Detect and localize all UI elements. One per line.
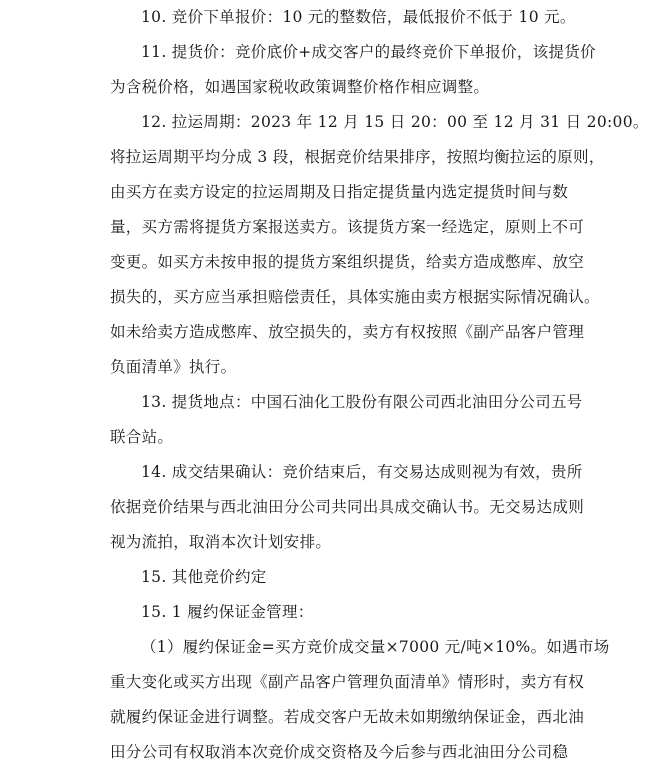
paragraph-15-1 <box>110 595 553 630</box>
text-line: 12. 拉运周期：2023 年 12 月 15 日 20：00 至 12 月 31 日 20:00。 <box>141 113 649 131</box>
paragraph-13 <box>110 385 583 455</box>
text-line: 10. 竞价下单报价：10 元的整数倍，最低报价不低于 10 元。 <box>141 8 576 26</box>
paragraph-14 <box>110 455 585 560</box>
text-line: 重大变化或买方出现《副产品客户管理负面清单》情形时，卖方有权 <box>110 673 585 691</box>
text-line: 损失的，买方应当承担赔偿责任，具体实施由卖方根据实际情况确认。 <box>110 288 600 306</box>
text-line: 15. 其他竞价约定 <box>141 568 267 586</box>
text-line: 田分公司有权取消本次竞价成交资格及今后参与西北油田分公司稳 <box>110 743 569 761</box>
text-line: 15. 1 履约保证金管理： <box>141 603 314 621</box>
paragraph-10 <box>110 0 576 35</box>
text-line: 13. 提货地点：中国石油化工股份有限公司西北油田分公司五号 <box>141 393 583 411</box>
text-line: 依据竞价结果与西北油田分公司共同出具成交确认书。无交易达成则 <box>110 498 585 516</box>
paragraph-15-1-1 <box>110 630 610 770</box>
text-line: （1）履约保证金=买方竞价成交量×7000 元/吨×10%。如遇市场 <box>141 638 610 656</box>
text-line: 为含税价格，如遇国家税收政策调整价格作相应调整。 <box>110 78 490 96</box>
text-line: 负面清单》执行。 <box>110 358 237 376</box>
text-line: 14. 成交结果确认：竞价结束后，有交易达成则视为有效，贵所 <box>141 463 583 481</box>
text-line: 联合站。 <box>110 428 174 446</box>
text-line: 11. 提货价：竞价底价+成交客户的最终竞价下单报价，该提货价 <box>141 43 596 61</box>
text-line: 将拉运周期平均分成 3 段，根据竞价结果排序，按照均衡拉运的原则， <box>110 148 605 166</box>
text-line: 视为流拍，取消本次计划安排。 <box>110 533 332 551</box>
text-line: 如未给卖方造成憋库、放空损失的，卖方有权按照《副产品客户管理 <box>110 323 585 341</box>
paragraph-15 <box>110 560 553 595</box>
paragraph-12 <box>110 105 649 385</box>
text-line: 就履约保证金进行调整。若成交客户无故未如期缴纳保证金，西北油 <box>110 708 585 726</box>
paragraph-11 <box>110 35 596 105</box>
text-line: 量，买方需将提货方案报送卖方。该提货方案一经选定，原则上不可 <box>110 218 585 236</box>
text-line: 变更。如买方未按申报的提货方案组织提货，给卖方造成憋库、放空 <box>110 253 585 271</box>
text-line: 由买方在卖方设定的拉运周期及日指定提货量内选定提货时间与数 <box>110 183 569 201</box>
